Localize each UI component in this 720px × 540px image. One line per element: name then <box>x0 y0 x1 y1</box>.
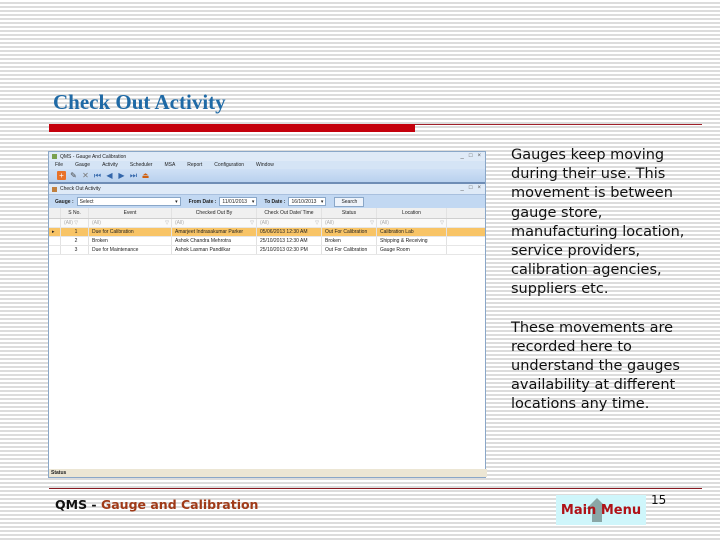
previous-record-icon[interactable]: ◀ <box>106 170 113 180</box>
child-window-title: Check Out Activity <box>60 186 101 192</box>
table-row[interactable]: 2 Broken Ashok Chandra Mehrotra 25/10/2013 12:30 AM Broken Shipping & Receiving <box>49 237 485 246</box>
grid-filter-row <box>49 219 485 228</box>
minimize-button[interactable]: _ <box>460 153 464 159</box>
filter-icon[interactable]: ▽ <box>165 220 169 226</box>
filter-checked-out-by[interactable]: (All) ▽ <box>172 219 257 227</box>
col-status[interactable]: Status <box>322 208 377 218</box>
add-icon[interactable]: + <box>57 171 66 180</box>
main-menu-label: Main Menu <box>560 502 642 518</box>
app-titlebar <box>49 152 485 161</box>
main-menu-button[interactable] <box>556 495 646 525</box>
gauge-select[interactable] <box>77 197 181 206</box>
filter-icon[interactable]: ▽ <box>250 220 254 226</box>
table-row[interactable]: 3 Due for Maintenance Ashok Laxman Pandilkar 25/10/2013 02:30 PM Out For Calibration Gauge Room <box>49 246 485 255</box>
maximize-button[interactable]: □ <box>468 153 473 159</box>
check-out-activity-window <box>49 183 485 255</box>
col-event[interactable]: Event <box>89 208 172 218</box>
table-row[interactable]: ▸ 1 Due for Calibration Amarjeet Indrasakumar Parker 05/06/2013 12:30 AM Out For Calibration Calibration Lab <box>49 228 485 237</box>
menu-scheduler[interactable]: Scheduler <box>129 162 153 168</box>
description-paragraph-2: These movements are recorded here to understand the gauges availability at different locations any time. <box>511 319 680 413</box>
footer-caption: QMS - Gauge and Calibration <box>55 497 259 512</box>
delete-icon[interactable]: ✕ <box>82 170 89 180</box>
menu-msa[interactable]: MSA <box>164 162 176 168</box>
filter-icon[interactable]: ▽ <box>74 220 79 226</box>
col-checkout-datetime[interactable]: Check Out Date/ Time <box>257 208 322 218</box>
to-date-label: To Date : <box>264 198 286 205</box>
next-record-icon[interactable]: ▶ <box>118 170 125 180</box>
from-date-label: From Date : <box>188 198 217 205</box>
gauge-label: Gauge : <box>55 198 74 205</box>
child-minimize-button[interactable]: _ <box>460 185 464 191</box>
app-window-title: QMS - Gauge And Calibration <box>60 153 127 160</box>
child-window-icon <box>52 187 57 192</box>
filter-icon[interactable]: ▽ <box>370 220 374 226</box>
status-bar: Status <box>49 469 487 477</box>
description-paragraph-1: Gauges keep moving during their use. This movement is between gauge store, manufacturing location, service providers, calibration agencies, suppliers etc. <box>511 147 685 298</box>
exit-icon[interactable]: ⏏ <box>141 170 150 180</box>
col-checked-out-by[interactable]: Checked Out By <box>172 208 257 218</box>
filter-sno[interactable]: (All) ▽ <box>61 219 89 227</box>
toolbar <box>49 169 485 183</box>
to-date-input[interactable] <box>288 197 326 206</box>
menu-activity[interactable]: Activity <box>102 162 118 168</box>
col-sno[interactable]: S No. <box>61 208 89 218</box>
filter-icon[interactable]: ▽ <box>315 220 319 226</box>
close-button[interactable]: × <box>477 153 481 159</box>
app-icon <box>52 154 57 159</box>
to-date-value: 16/10/2013 <box>291 198 317 205</box>
menu-file[interactable]: File <box>55 162 64 168</box>
filter-bar <box>49 195 485 208</box>
menu-bar <box>49 161 485 169</box>
activity-grid <box>49 208 485 255</box>
footer-rule <box>49 488 702 489</box>
gauge-select-value: Select <box>79 198 94 205</box>
app-screenshot <box>48 151 486 478</box>
grid-header <box>49 208 485 219</box>
footer-prefix: QMS <box>55 497 88 512</box>
chevron-down-icon: ▾ <box>175 198 178 205</box>
menu-gauge[interactable]: Gauge <box>75 162 91 168</box>
child-close-button[interactable]: × <box>477 185 481 191</box>
search-button[interactable]: Search <box>334 197 364 207</box>
calendar-dropdown-icon: ▾ <box>320 198 324 205</box>
description <box>511 146 711 434</box>
filter-event[interactable]: (All) ▽ <box>89 219 172 227</box>
filter-location[interactable]: (All) ▽ <box>377 219 447 227</box>
row-indicator-icon: ▸ <box>49 228 61 236</box>
col-location[interactable]: Location <box>377 208 447 218</box>
title-rule-thin <box>415 124 702 125</box>
slide-title: Check Out Activity <box>53 90 226 114</box>
filter-status[interactable]: (All) ▽ <box>322 219 377 227</box>
filter-icon[interactable]: ▽ <box>440 220 444 226</box>
calendar-dropdown-icon: ▾ <box>251 198 255 205</box>
from-date-value: 11/01/2013 <box>222 198 248 205</box>
edit-icon[interactable]: ✎ <box>70 170 77 180</box>
from-date-input[interactable] <box>219 197 257 206</box>
title-rule-thick <box>49 124 415 132</box>
child-titlebar <box>49 184 485 195</box>
menu-report[interactable]: Report <box>187 162 203 168</box>
filter-datetime[interactable]: (All) ▽ <box>257 219 322 227</box>
footer-subtitle: Gauge and Calibration <box>100 497 259 512</box>
menu-configuration[interactable]: Configuration <box>214 162 245 168</box>
child-maximize-button[interactable]: □ <box>468 185 473 191</box>
first-record-icon[interactable]: ⏮ <box>93 170 102 180</box>
page-number: 15 <box>651 493 667 507</box>
last-record-icon[interactable]: ⏭ <box>129 170 138 180</box>
menu-window[interactable]: Window <box>256 162 274 168</box>
